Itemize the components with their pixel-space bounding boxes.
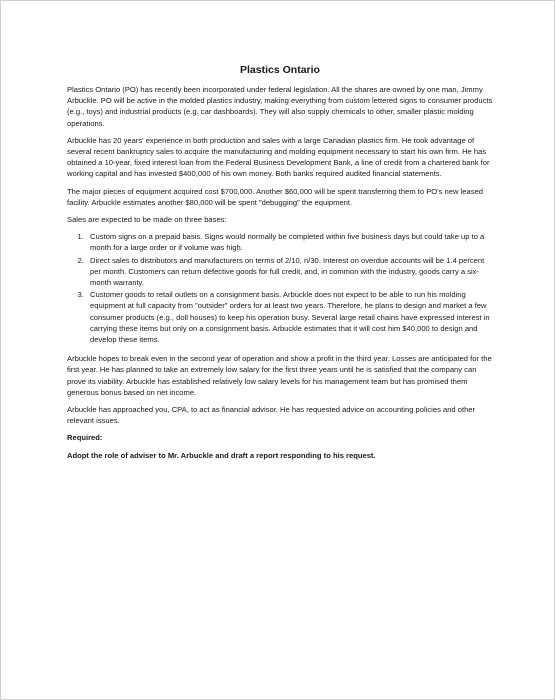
document-title: Plastics Ontario <box>240 64 320 76</box>
profitability-paragraph: Arbuckle hopes to break even in the second year of operation and show a profit in the third year. Losses are anticipated for the first year. He has planned to take an extremely low salary for the first three years until he is satisfied that the company can prove its viability. Arbuckle has established relatively low salary levels for his management team but has promised them generous bonus based on net income. <box>67 354 492 397</box>
document-content <box>67 64 493 467</box>
required-label: Required: <box>67 433 103 443</box>
intro-paragraph: Plastics Ontario (PO) has recently been incorporated under federal legislation. All the shares are owned by one man, Jimmy Arbuckle. PO will be active in the molded plastics industry, making everything from custom lettered signs to consumer products (e.g., toys) and industrial products (e.g. car dashboards). They will also supply chemicals to other, smaller plastic molding operations. <box>67 85 493 128</box>
task-statement: Adopt the role of adviser to Mr. Arbuckle and draft a report responding to his request. <box>67 450 376 460</box>
list-item: 2. Direct sales to distributors and manufacturers on terms of 2/10, n/30. Interest on overdue accounts will be 1.4 percent per month. Customers can return defective goods for full credit, and, in common with the industry, goods carry a six-month warranty. <box>86 255 493 289</box>
equipment-paragraph: The major pieces of equipment acquired cost $700,000. Another $60,000 will be spent transferring them to PO's new leased facility. Arbuckle estimates another $80,000 will be spent "debugging" the equipment. <box>67 186 483 207</box>
engagement-paragraph: Arbuckle has approached you, CPA, to act as financial advisor. He has requested advice on accounting policies and other relevant issues. <box>67 405 476 426</box>
sales-intro: Sales are expected to be made on three bases: <box>67 215 227 225</box>
sales-bases-list <box>67 231 493 345</box>
list-item: 3. Customer goods to retail outlets on a consignment basis. Arbuckle does not expect to be able to run his molding equipment at full capacity from "outsider" orders for at least two years. Therefore, he plans to design and market a few consumer products (e.g., doll houses) to keep his operation busy. Several large retail chains have expressed interest in carrying these items but only on a consignment basis. Arbuckle estimates that it will cost him $40,000 to design and develop these items. <box>86 289 493 345</box>
background-paragraph: Arbuckle has 20 years' experience in both production and sales with a large Canadian plastics firm. He took advantage of several recent bankruptcy sales to acquire the manufacturing and molding equipment necessary to start his own firm. He has obtained a 10-year, fixed interest loan from the Federal Business Development Bank, a line of credit from a chartered bank for working capital and has invested $400,000 of his own money. Both banks required audited financial statements. <box>67 135 490 179</box>
list-item: 1. Custom signs on a prepaid basis. Signs would normally be completed within five business days but could take up to a month for a large order or if volume was high. <box>86 231 493 253</box>
